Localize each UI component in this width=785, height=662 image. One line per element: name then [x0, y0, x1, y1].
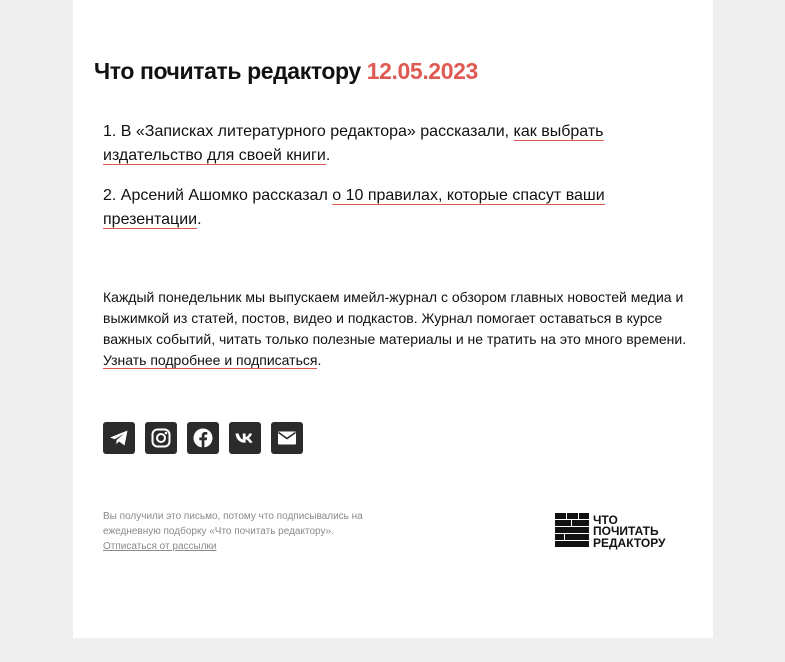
- list-item: [103, 120, 663, 168]
- subscribe-link[interactable]: Узнать подробнее и подписаться: [103, 352, 318, 368]
- unsubscribe-link[interactable]: Отписаться от рассылки: [103, 541, 217, 552]
- footer-text: Вы получили это письмо, потому что подписывались на ежедневную подборку «Что почитать редактору».: [103, 511, 363, 537]
- logo-line-1: ЧТО: [593, 513, 618, 527]
- page-title: [94, 58, 478, 85]
- about-text: Каждый понедельник мы выпускаем имейл-журнал с обзором главных новостей медиа и выжимкой из статей, постов, видео и подкастов. Журнал помогает оставаться в курсе важных событий, читать только полезные материалы и не тратить на это много времени.: [103, 289, 687, 347]
- about-suffix: .: [317, 352, 322, 368]
- article-list: [103, 120, 663, 248]
- telegram-icon[interactable]: [103, 422, 135, 454]
- logo: [555, 512, 685, 550]
- email-card: [73, 0, 713, 638]
- email-icon[interactable]: [271, 422, 303, 454]
- item-suffix: .: [325, 147, 331, 164]
- footer-notice: [103, 509, 393, 554]
- vk-icon[interactable]: [229, 422, 261, 454]
- article-link[interactable]: о 10 правилах, которые спасут ваши презентации: [103, 187, 605, 228]
- article-link[interactable]: как выбрать издательство для своей книги: [103, 123, 604, 164]
- facebook-icon[interactable]: [187, 422, 219, 454]
- social-links: [103, 422, 303, 454]
- instagram-icon[interactable]: [145, 422, 177, 454]
- logo-line-3: РЕДАКТОРУ: [593, 536, 666, 550]
- item-suffix: .: [197, 211, 202, 228]
- logo-line-2: ПОЧИТАТЬ: [593, 524, 659, 538]
- about-paragraph: [103, 287, 688, 371]
- item-text: 2. Арсений Ашомко рассказал: [103, 187, 333, 204]
- issue-date: 12.05.2023: [366, 58, 478, 84]
- list-item: [103, 184, 663, 232]
- title-text: Что почитать редактору: [94, 58, 361, 84]
- item-text: 1. В «Записках литературного редактора» рассказали,: [103, 123, 514, 140]
